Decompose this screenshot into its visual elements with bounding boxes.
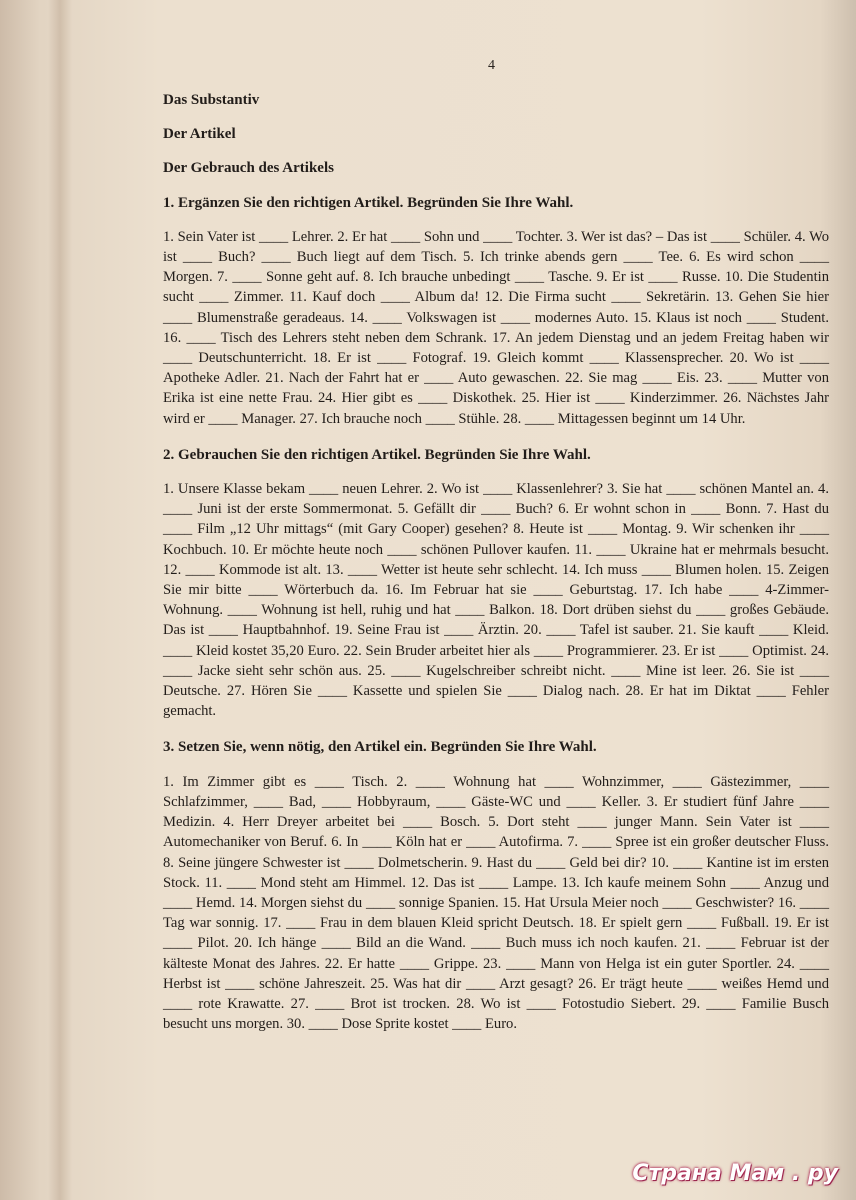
chapter-heading: Das Substantiv (163, 92, 260, 108)
page-fold-shadow (48, 0, 72, 1200)
exercise-1 (163, 193, 829, 429)
exercise-2-title: 2. Gebrauchen Sie den richtigen Artikel. Begründen Sie Ihre Wahl. (163, 446, 591, 463)
page-number: 4 (488, 58, 495, 73)
exercise-1-text: 1. Sein Vater ist ____ Lehrer. 2. Er hat ____ Sohn und ____ Tochter. 3. Wer ist das? – Das ist ____ Schüler. 4. Wo ist ____ Buch? ____ Buch liegt auf dem Tisch. 5. Ich trinke abends gern ____ Tee. 6. Es wird schon ____ Morgen. 7. ____ Sonne geht auf. 8. Ich brauche unbedingt ____ Tasche. 9. Er ist ____ Russe. 10. Die Studentin sucht ____ Zimmer. 11. Kauf doch ____ Album da! 12. Die Firma sucht ____ Sekretärin. 13. Gehen Sie hier ____ Blumenstraße geradeaus. 14. ____ Volkswagen ist ____ modernes Auto. 15. Klaus ist noch ____ Student. 16. ____ Tisch des Lehrers steht neben dem Schrank. 17. An jedem Dienstag und an jedem Freitag haben wir ____ Deutschunterricht. 18. Er ist ____ Fotograf. 19. Gleich kommt ____ Klassensprecher. 20. Wo ist ____ Apotheke Adler. 21. Nach der Fahrt hat er ____ Auto gewaschen. 22. Sie mag ____ Eis. 23. ____ Mutter von Erika ist eine nette Frau. 24. Hier gibt es ____ Diskothek. 25. Hier ist ____ Kinderzimmer. 26. Nächstes Jahr wird er ____ Manager. 27. Ich brauche noch ____ Stühle. 28. ____ Mittagessen beginnt um 14 Uhr. (163, 228, 829, 427)
subsection-heading: Der Gebrauch des Artikels (163, 160, 334, 177)
exercise-3-title: 3. Setzen Sie, wenn nötig, den Artikel ein. Begründen Sie Ihre Wahl. (163, 739, 597, 756)
exercise-3 (163, 737, 829, 1034)
site-watermark: Страна Мам . ру (632, 1161, 838, 1186)
exercise-2 (163, 445, 829, 722)
exercise-1-title: 1. Ergänzen Sie den richtigen Artikel. Begründen Sie Ihre Wahl. (163, 194, 574, 211)
page-content (163, 90, 829, 1050)
section-heading: Der Artikel (163, 126, 236, 143)
exercise-3-text: 1. Im Zimmer gibt es ____ Tisch. 2. ____ Wohnung hat ____ Wohnzimmer, ____ Gästezimmer, ____ Schlafzimmer, ____ Bad, ____ Hobbyraum, ____ Gäste-WC und ____ Keller. 3. Er studiert fünf Jahre ____ Medizin. 4. Herr Dreyer arbeitet bei ____ Bosch. 5. Dort steht ____ junger Mann. Sein Vater ist ____ Automechaniker von Beruf. 6. In ____ Köln hat er ____ Autofirma. 7. ____ Spree ist ein großer deutscher Fluss. 8. Seine jüngere Schwester ist ____ Dolmetscherin. 9. Hast du ____ Geld bei dir? 10. ____ Kantine ist im ersten Stock. 11. ____ Mond steht am Himmel. 12. Das ist ____ Lampe. 13. Ich kaufe meinem Sohn ____ Anzug und ____ Hemd. 14. Morgen siehst du ____ sonnige Spanien. 15. Hat Ursula Meier noch ____ Geschwister? 16. ____ Tag war sonnig. 17. ____ Frau in dem blauen Kleid spricht Deutsch. 18. Er spielt gern ____ Fußball. 19. Er ist ____ Pilot. 20. Ich hänge ____ Bild an die Wand. ____ Buch muss ich noch kaufen. 21. ____ Februar ist der kälteste Monat des Jahres. 22. Er hatte ____ Grippe. 23. ____ Mann von Helga ist ein guter Sportler. 24. ____ Herbst ist ____ schöne Jahreszeit. 25. Was hat dir ____ Arzt gesagt? 26. Er trägt heute ____ weißes Hemd und ____ rote Krawatte. 27. ____ Brot ist trocken. 28. Wo ist ____ Fotostudio Siebert. 29. ____ Familie Busch besucht uns morgen. 30. ____ Dose Sprite kostet ____ Euro. (163, 773, 829, 1033)
exercise-2-text: 1. Unsere Klasse bekam ____ neuen Lehrer. 2. Wo ist ____ Klassenlehrer? 3. Sie hat ____ schönen Mantel an. 4. ____ Juni ist der erste Sommermonat. 5. Gefällt dir ____ Buch? 6. Er wohnt schon in ____ Bonn. 7. Hast du ____ Film „12 Uhr mittags“ (mit Gary Cooper) gesehen? 8. Heute ist ____ Montag. 9. Wir schenken ihr ____ Kochbuch. 10. Er möchte heute noch ____ schönen Pullover kaufen. 11. ____ Ukraine hat er mehrmals besucht. 12. ____ Kommode ist alt. 13. ____ Wetter ist heute sehr schlecht. 14. Ich muss ____ Blumen holen. 15. Zeigen Sie mir bitte ____ Wörterbuch da. 16. Im Februar hat sie ____ Geburtstag. 17. Ich habe ____ 4-Zimmer-Wohnung. ____ Wohnung ist hell, ruhig und hat ____ Balkon. 18. Dort drüben siehst du ____ großes Gebäude. Das ist ____ Hauptbahnhof. 19. Seine Frau ist ____ Ärztin. 20. ____ Tafel ist sauber. 21. Sie kauft ____ Kleid. ____ Kleid kostet 35,20 Euro. 22. Sein Bruder arbeitet hier als ____ Programmierer. 23. Er ist ____ Optimist. 24. ____ Jacke sieht sehr schön aus. 25. ____ Kugelschreiber schreibt nicht. ____ Mine ist leer. 26. Sie ist ____ Deutsche. 27. Hören Sie ____ Kassette und spielen Sie ____ Dialog nach. 28. Er hat im Diktat ____ Fehler gemacht. (163, 481, 829, 720)
